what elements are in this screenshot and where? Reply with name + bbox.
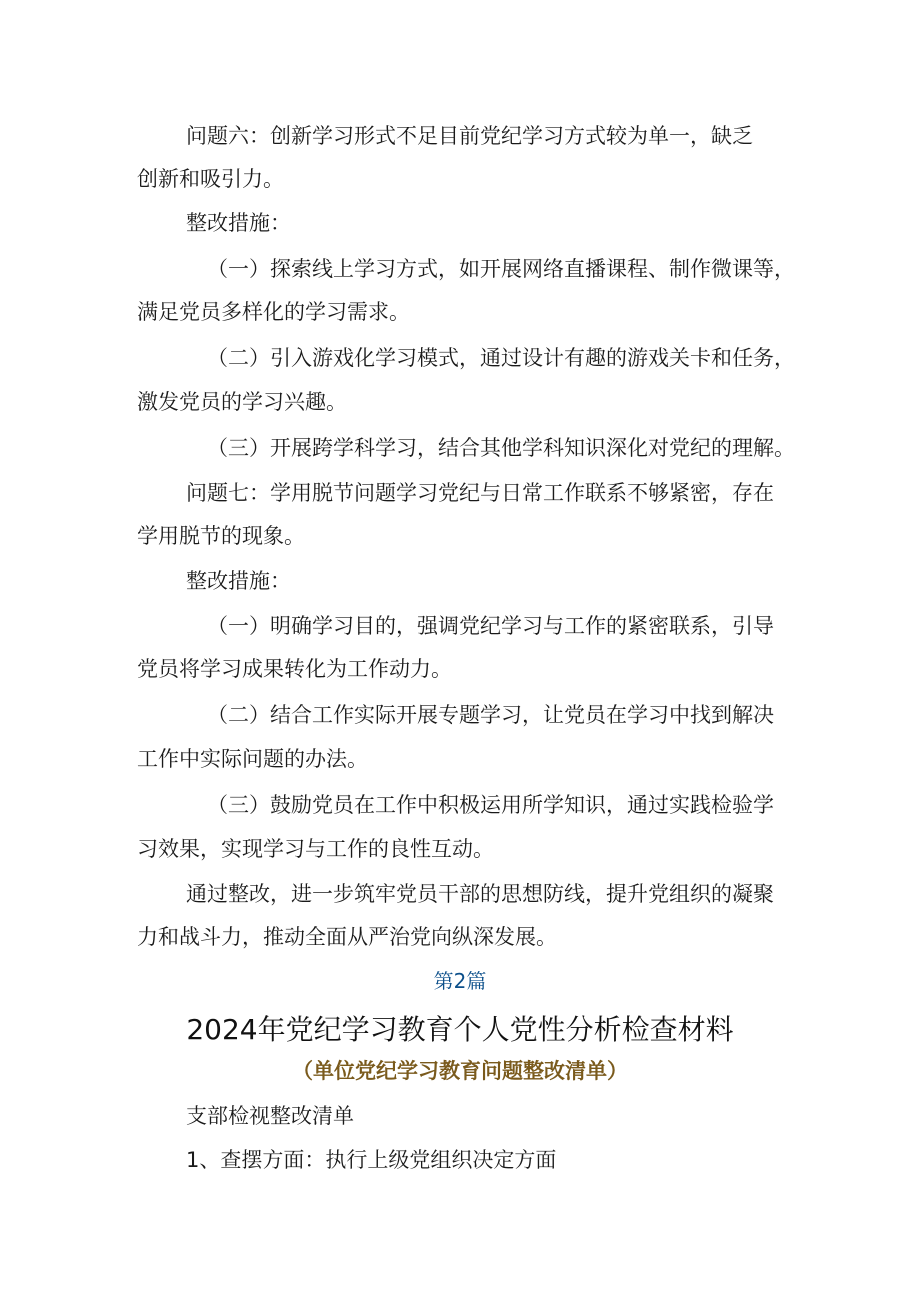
conclusion-text-cont: 力和战斗力，推动全面从严治党向纵深发展。 <box>137 925 557 949</box>
issue-six-text-cont: 创新和吸引力。 <box>137 167 284 191</box>
measure-item: （二）引入游戏化学习模式，通过设计有趣的游戏关卡和任务， <box>207 346 795 370</box>
issue-six-text: 问题六：创新学习形式不足目前党纪学习方式较为单一，缺乏 <box>186 124 753 148</box>
measure-item: （二）结合工作实际开展专题学习，让党员在学习中找到解决 <box>207 703 774 727</box>
document-title: 2024年党纪学习教育个人党性分析检查材料 <box>186 1013 734 1046</box>
list-item: 1、查摆方面：执行上级党组织决定方面 <box>186 1148 557 1172</box>
measure-item-cont: 激发党员的学习兴趣。 <box>137 390 347 414</box>
measure-item-cont: 满足党员多样化的学习需求。 <box>137 300 410 324</box>
document-subtitle: （单位党纪学习教育问题整改清单） <box>292 1059 628 1083</box>
measure-item: （一）明确学习目的，强调党纪学习与工作的紧密联系，引导 <box>207 614 774 638</box>
measure-item-cont: 习效果，实现学习与工作的良性互动。 <box>137 837 494 861</box>
measure-item: （三）开展跨学科学习，结合其他学科知识深化对党纪的理解。 <box>207 436 795 460</box>
part-label: 第2篇 <box>433 969 487 993</box>
conclusion-text: 通过整改，进一步筑牢党员干部的思想防线，提升党组织的凝聚 <box>186 882 774 906</box>
measures-label: 整改措施： <box>186 569 291 593</box>
measure-item: （三）鼓励党员在工作中积极运用所学知识，通过实践检验学 <box>207 793 774 817</box>
list-heading: 支部检视整改清单 <box>186 1104 354 1128</box>
measure-item: （一）探索线上学习方式，如开展网络直播课程、制作微课等， <box>207 257 795 281</box>
measures-label: 整改措施： <box>186 211 291 235</box>
measure-item-cont: 党员将学习成果转化为工作动力。 <box>137 657 452 681</box>
issue-seven-text-cont: 学用脱节的现象。 <box>137 524 305 548</box>
measure-item-cont: 工作中实际问题的办法。 <box>137 747 368 771</box>
issue-seven-text: 问题七：学用脱节问题学习党纪与日常工作联系不够紧密，存在 <box>186 481 774 505</box>
